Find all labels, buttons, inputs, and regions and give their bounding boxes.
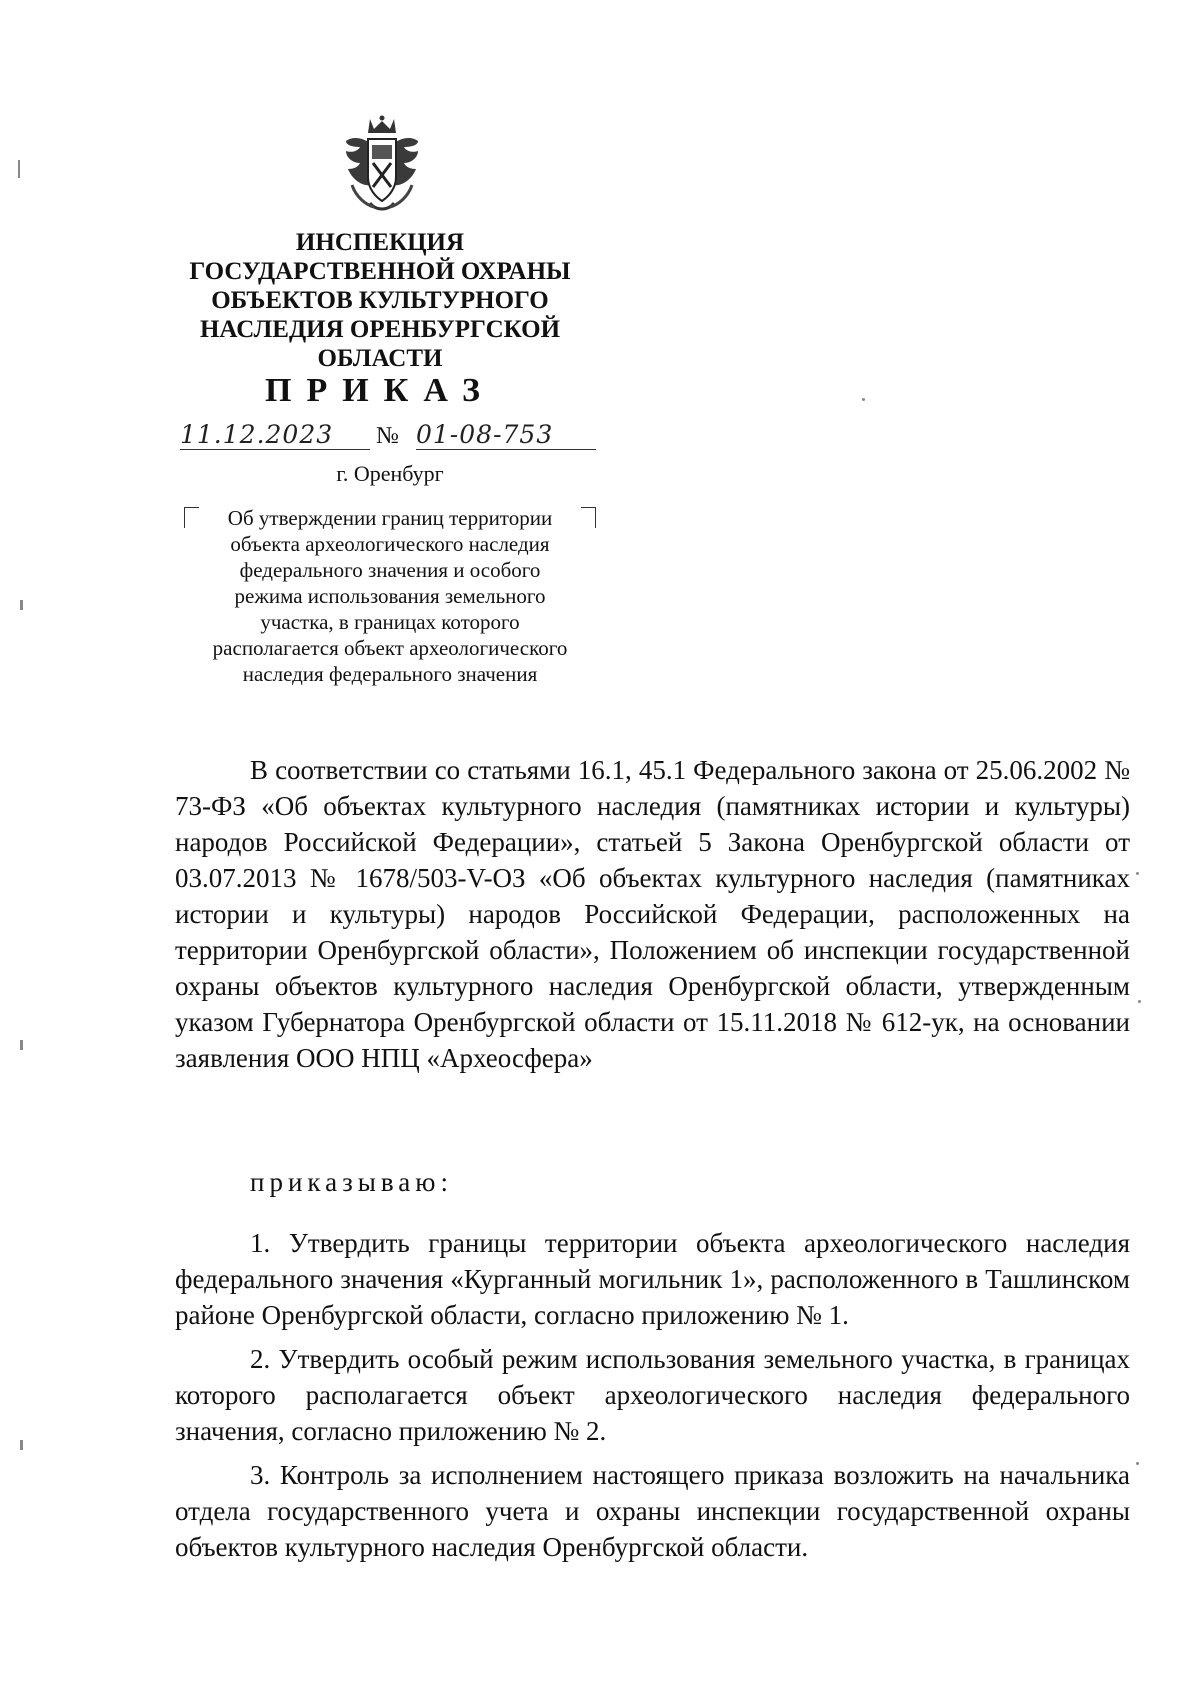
document-type: ПРИКАЗ	[265, 372, 495, 409]
order-item: 3. Контроль за исполнением настоящего приказа возложить на начальника отдела государственного учета и охраны инспекции государственной охраны объектов культурного наследия Оренбургской области.	[175, 1460, 1130, 1562]
scan-mark	[1136, 872, 1139, 875]
date-number-line	[180, 420, 600, 456]
order-item: 1. Утвердить границы территории объекта археологического наследия федерального значения «Курганный могильник 1», расположенного в Ташлинском районе Оренбургской области, согласно приложению № 1.	[175, 1228, 1130, 1330]
order-date: 11.12.2023	[180, 420, 370, 450]
subject-line: наследия федерального значения	[242, 662, 538, 686]
order-item: 2. Утвердить особый режим использования земельного участка, в границах которого располагается объект археологического наследия федерального значения, согласно приложению № 2.	[175, 1344, 1130, 1446]
scan-mark	[18, 160, 20, 178]
preamble-text: В соответствии со статьями 16.1, 45.1 Федерального закона от 25.06.2002 № 73-ФЗ «Об объектах культурного наследия (памятниках истории и культуры) народов Российской Федерации», статьей 5 Закона Оренбургской области от 03.07.2013 № 1678/503-V-ОЗ «Об объектах культурного наследия (памятниках истории и культуры) народов Российской Федерации, расположенных на территории Оренбургской области», Положением об инспекции государственной охраны объектов культурного наследия Оренбургской области, утвержденным указом Губернатора Оренбургской области от 15.11.2018 № 612-ук, на основании заявления ООО НПЦ «Археосфера»	[175, 755, 1130, 1073]
scan-mark	[1138, 1000, 1141, 1003]
org-line: ГОСУДАРСТВЕННОЙ ОХРАНЫ	[189, 258, 571, 285]
org-line: НАСЛЕДИЯ ОРЕНБУРГСКОЙ	[199, 316, 561, 343]
order-number: 01-08-753	[416, 420, 596, 450]
org-line: ИНСПЕКЦИЯ	[295, 229, 465, 256]
decree-word: приказываю:	[250, 1167, 453, 1197]
org-line: ОБЪЕКТОВ КУЛЬТУРНОГО	[211, 287, 549, 314]
city: г. Оренбург	[336, 461, 444, 486]
scan-mark	[1136, 1462, 1139, 1465]
subject-text	[180, 505, 600, 687]
preamble-paragraph	[175, 752, 1130, 1076]
subject-line: располагается объект археологического	[212, 636, 568, 660]
subject-block	[180, 505, 600, 687]
bracket-left	[184, 507, 199, 528]
scan-mark	[20, 1440, 23, 1450]
subject-line: участка, в границах которого	[260, 610, 520, 634]
subject-line: объекта археологического наследия	[230, 532, 550, 556]
scan-mark	[862, 398, 865, 401]
number-sign: №	[376, 423, 399, 449]
coat-of-arms-icon	[340, 115, 424, 215]
subject-line: Об утверждении границ территории	[227, 506, 553, 530]
organization-name	[175, 228, 585, 373]
subject-line: федерального значения и особого	[239, 558, 541, 582]
bracket-right	[581, 507, 596, 528]
scan-mark	[20, 600, 23, 610]
scan-mark	[20, 1040, 23, 1050]
subject-line: режима использования земельного	[234, 584, 546, 608]
org-line: ОБЛАСТИ	[317, 345, 443, 372]
order-items	[175, 1225, 1130, 1573]
